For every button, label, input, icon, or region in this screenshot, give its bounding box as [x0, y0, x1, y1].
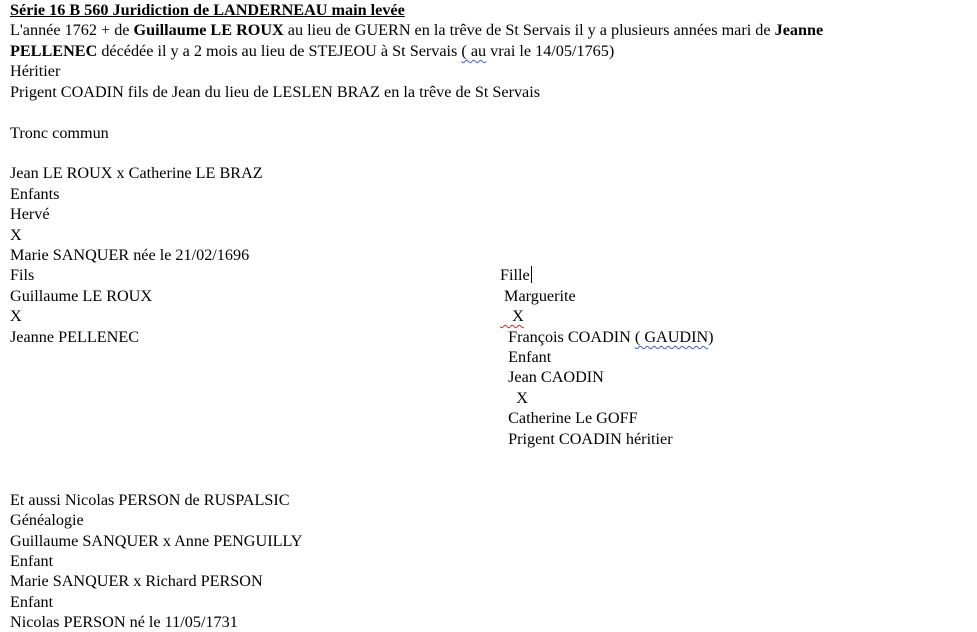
genealogy-line: X: [10, 307, 22, 325]
intro-line-2: [10, 41, 614, 61]
bottom-line: Guillaume SANQUER x Anne PENGUILLY: [10, 532, 303, 550]
genealogy-line: Hervé: [10, 205, 50, 223]
bottom-line: Et aussi Nicolas PERSON de RUSPALSIC: [10, 491, 290, 509]
section-heading: Tronc commun: [10, 124, 109, 142]
person-name-bold: Guillaume LE ROUX: [133, 21, 284, 39]
intro-text: vrai le 14/05/1765): [486, 42, 615, 60]
person-name-bold: Jeanne: [774, 21, 824, 39]
genealogy-line-right: [500, 327, 714, 347]
intro-text: L'année 1762 + de: [10, 21, 134, 39]
bottom-line: Enfant: [10, 552, 54, 570]
bottom-line: Enfant: [10, 593, 54, 611]
genealogy-line: Enfants: [10, 185, 60, 203]
genealogy-line-right: Prigent COADIN héritier: [500, 430, 673, 448]
document-title: Série 16 B 560 Juridiction de LANDERNEAU main levée: [10, 1, 405, 19]
intro-line-1: [10, 20, 823, 40]
bottom-line: Généalogie: [10, 511, 84, 529]
spellcheck-underlined-text: ( au: [461, 42, 487, 60]
genealogy-line-right: Catherine Le GOFF: [500, 409, 638, 427]
spellcheck-underlined-text: ( GAUDIN: [634, 328, 709, 346]
genealogy-line: Fils: [10, 266, 35, 284]
bottom-line: Marie SANQUER x Richard PERSON: [10, 572, 263, 590]
genealogy-line: Guillaume LE ROUX: [10, 287, 153, 305]
genealogy-line-right: Enfant: [500, 348, 552, 366]
heritier-text: Prigent COADIN fils de Jean du lieu de LESLEN BRAZ en la trêve de St Servais: [10, 83, 541, 101]
heritier-label: Héritier: [10, 62, 61, 80]
text-cursor: [531, 266, 532, 283]
fille-label: Fille: [500, 266, 530, 284]
genealogy-line-right: Jean CAODIN: [500, 368, 604, 386]
genealogy-line-right: X: [500, 389, 528, 407]
person-name: ): [708, 328, 714, 346]
intro-text: au lieu de GUERN en la trêve de St Servais il y a plusieurs années mari de: [283, 21, 775, 39]
intro-text: décédée il y a 2 mois au lieu de STEJEOU à St Servais: [97, 42, 462, 60]
spellcheck-underlined-text: X: [500, 307, 524, 325]
genealogy-line: Jean LE ROUX x Catherine LE BRAZ: [10, 164, 263, 182]
genealogy-line: Jeanne PELLENEC: [10, 328, 140, 346]
person-name-bold: PELLENEC: [10, 42, 98, 60]
genealogy-line-right: Marguerite: [500, 287, 576, 305]
genealogy-line-right: [500, 265, 532, 285]
bottom-line: Nicolas PERSON né le 11/05/1731: [10, 613, 238, 631]
genealogy-line: Marie SANQUER née le 21/02/1696: [10, 246, 250, 264]
genealogy-line: X: [10, 226, 22, 244]
person-name: François COADIN: [500, 328, 635, 346]
